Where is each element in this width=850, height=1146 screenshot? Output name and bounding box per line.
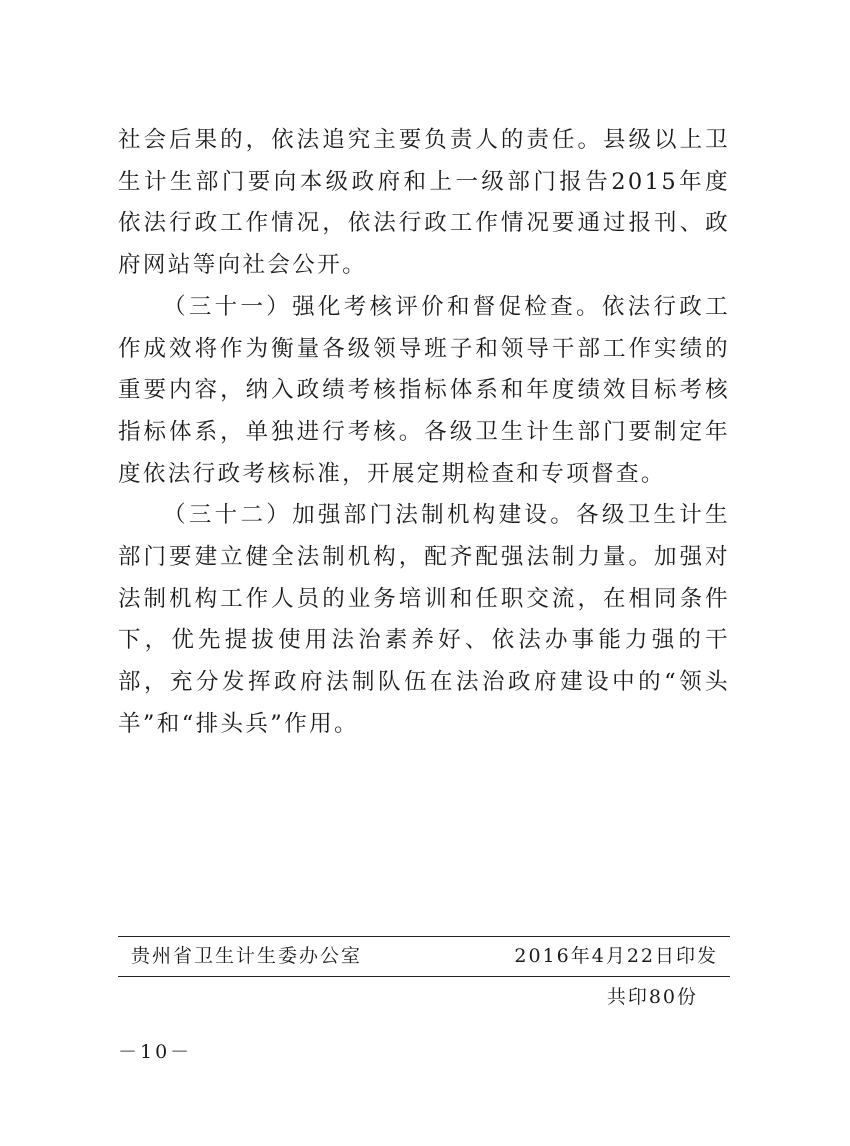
page-number: －10－: [118, 1041, 193, 1063]
footer-top-rule: [118, 936, 730, 937]
issue-date: 2016年4月22日印发: [514, 945, 718, 967]
section-heading: （三十二）加强部门法制机构建设。: [163, 502, 577, 529]
paragraph-continuation: [118, 120, 730, 287]
paragraph-text: 依法行政工作成效将作为衡量各级领导班子和领导干部工作实绩的重要内容，纳入政绩考核指标体系和年度绩效目标考核指标体系，单独进行考核。各级卫生计生部门要制定年度依法行政考核标准，开展定期检查和专项督查。: [118, 293, 730, 487]
issuer-name: 贵州省卫生计生委办公室: [131, 945, 363, 967]
footer-bottom-rule: [118, 976, 730, 977]
section-heading: （三十一）强化考核评价和督促检查。: [163, 293, 602, 320]
paragraph-section-31: [118, 287, 730, 496]
paragraph-text: 社会后果的，依法追究主要负责人的责任。县级以上卫生计生部门要向本级政府和上一级部门报告2015年度依法行政工作情况，依法行政工作情况要通过报刊、政府网站等向社会公开。: [118, 127, 730, 279]
paragraph-section-32: [118, 495, 730, 745]
paragraph-text: 各级卫生计生部门要建立健全法制机构，配齐配强法制力量。加强对法制机构工作人员的业务培训和任职交流，在相同条件下，优先提拔使用法治素养好、依法办事能力强的干部，充分发挥政府法制队伍在法治政府建设中的“领头羊”和“排头兵”作用。: [118, 502, 731, 737]
document-body: [118, 120, 730, 746]
copies-count: 共印80份: [606, 986, 698, 1008]
